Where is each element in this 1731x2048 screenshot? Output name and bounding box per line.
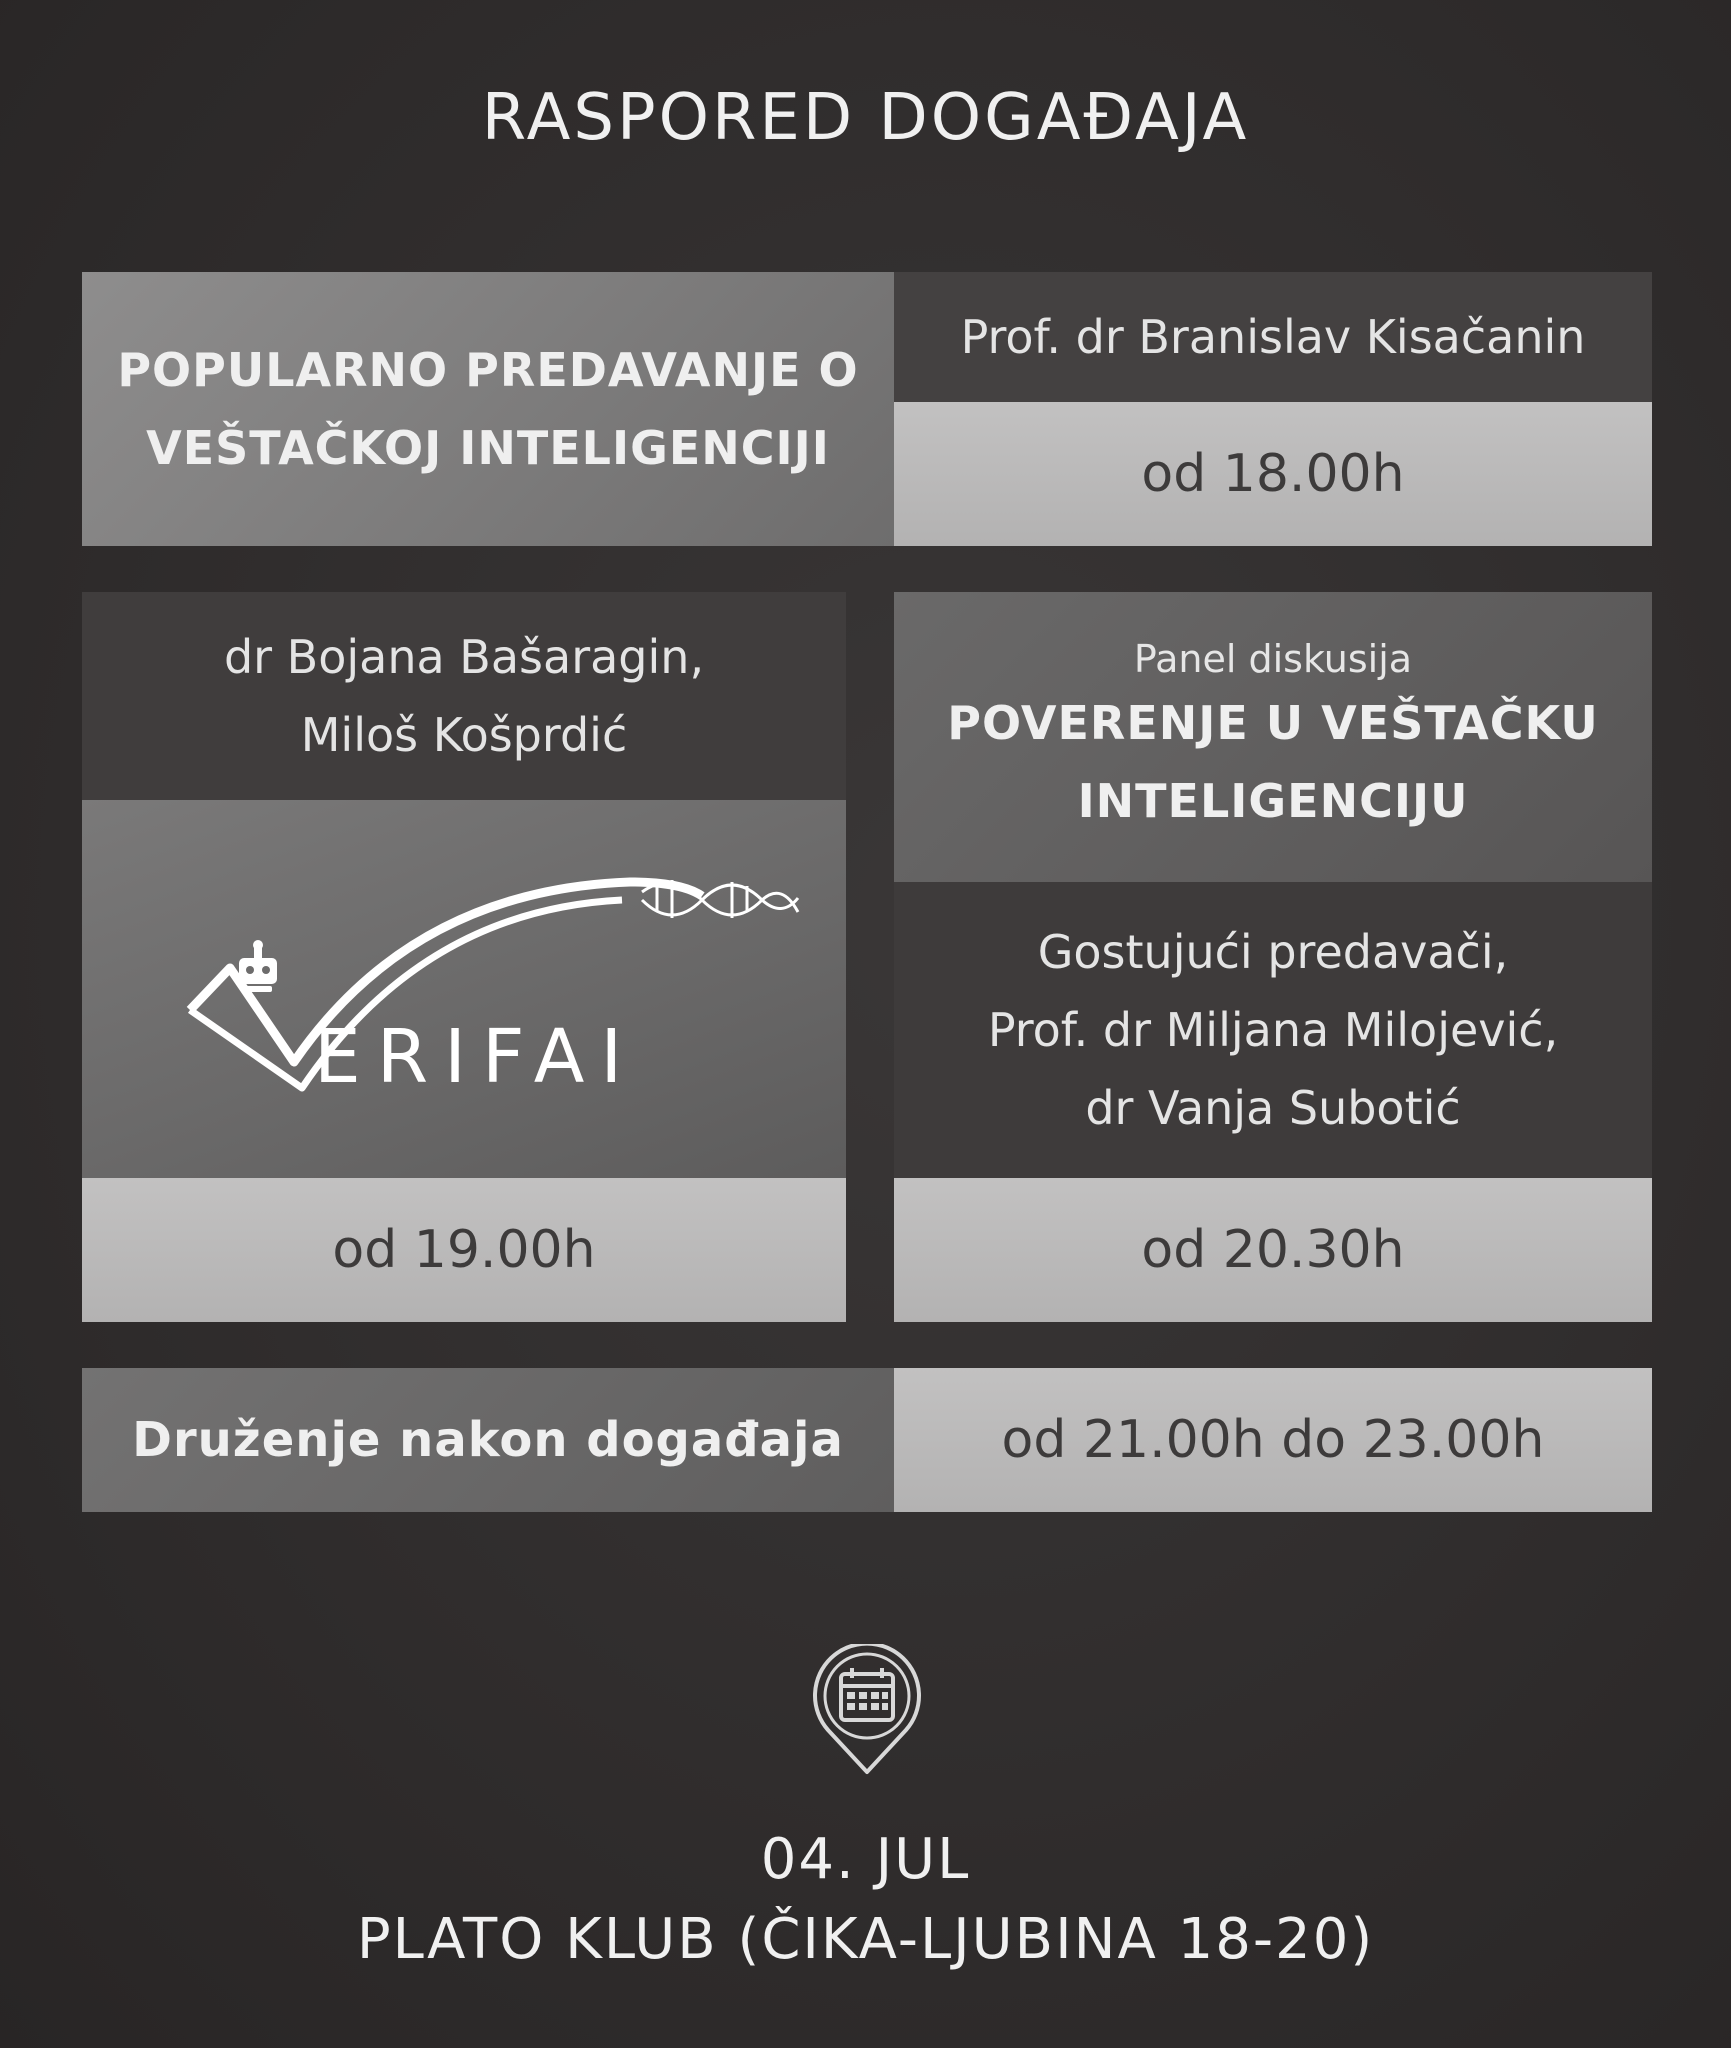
event4-time: od 21.00h do 23.00h — [1001, 1410, 1545, 1470]
event1-title-box — [82, 272, 894, 546]
event3-guests-line3: dr Vanja Subotić — [1085, 1081, 1461, 1135]
verifai-logo-text: ERIFAI — [314, 1014, 639, 1100]
event2-time: od 19.00h — [332, 1220, 596, 1280]
event3-title-line1: POVERENJE U VEŠTAČKU — [947, 696, 1599, 750]
event1-time: od 18.00h — [1141, 444, 1405, 504]
calendar-pin-icon — [812, 1644, 922, 1776]
event3-kicker: Panel diskusija — [1133, 637, 1413, 681]
event3-guests-box — [894, 882, 1652, 1178]
event1-speaker-box — [894, 272, 1652, 402]
event1-title-line2: VEŠTAČKOJ INTELIGENCIJI — [146, 421, 830, 475]
event-venue: PLATO KLUB (ČIKA-LJUBINA 18-20) — [356, 1907, 1375, 1972]
event3-guests-line1: Gostujući predavači, — [1037, 925, 1509, 979]
event2-speaker-2: Miloš Košprdić — [300, 708, 628, 762]
event3-time-box — [894, 1178, 1652, 1322]
event3-title-line2: INTELIGENCIJU — [1077, 774, 1469, 828]
event4-title-box — [82, 1368, 894, 1512]
verifai-logo — [82, 800, 846, 1178]
event3-guests-line2: Prof. dr Miljana Milojević, — [987, 1003, 1559, 1057]
event1-title-line1: POPULARNO PREDAVANJE O — [117, 343, 859, 397]
event3-time: od 20.30h — [1141, 1220, 1405, 1280]
event-date: 04. JUL — [760, 1827, 971, 1892]
event2-time-box — [82, 1178, 846, 1322]
page-title: RASPORED DOGAĐAJA — [481, 81, 1250, 155]
event1-speaker: Prof. dr Branislav Kisačanin — [960, 310, 1586, 364]
event4-title: Druženje nakon događaja — [132, 1412, 844, 1468]
event2-logo-box — [82, 800, 846, 1178]
event4-time-box — [894, 1368, 1652, 1512]
event1-time-box — [894, 402, 1652, 546]
event3-title-box — [894, 592, 1652, 882]
event2-speaker-1: dr Bojana Bašaragin, — [223, 630, 705, 684]
event2-speakers-box — [82, 592, 846, 800]
